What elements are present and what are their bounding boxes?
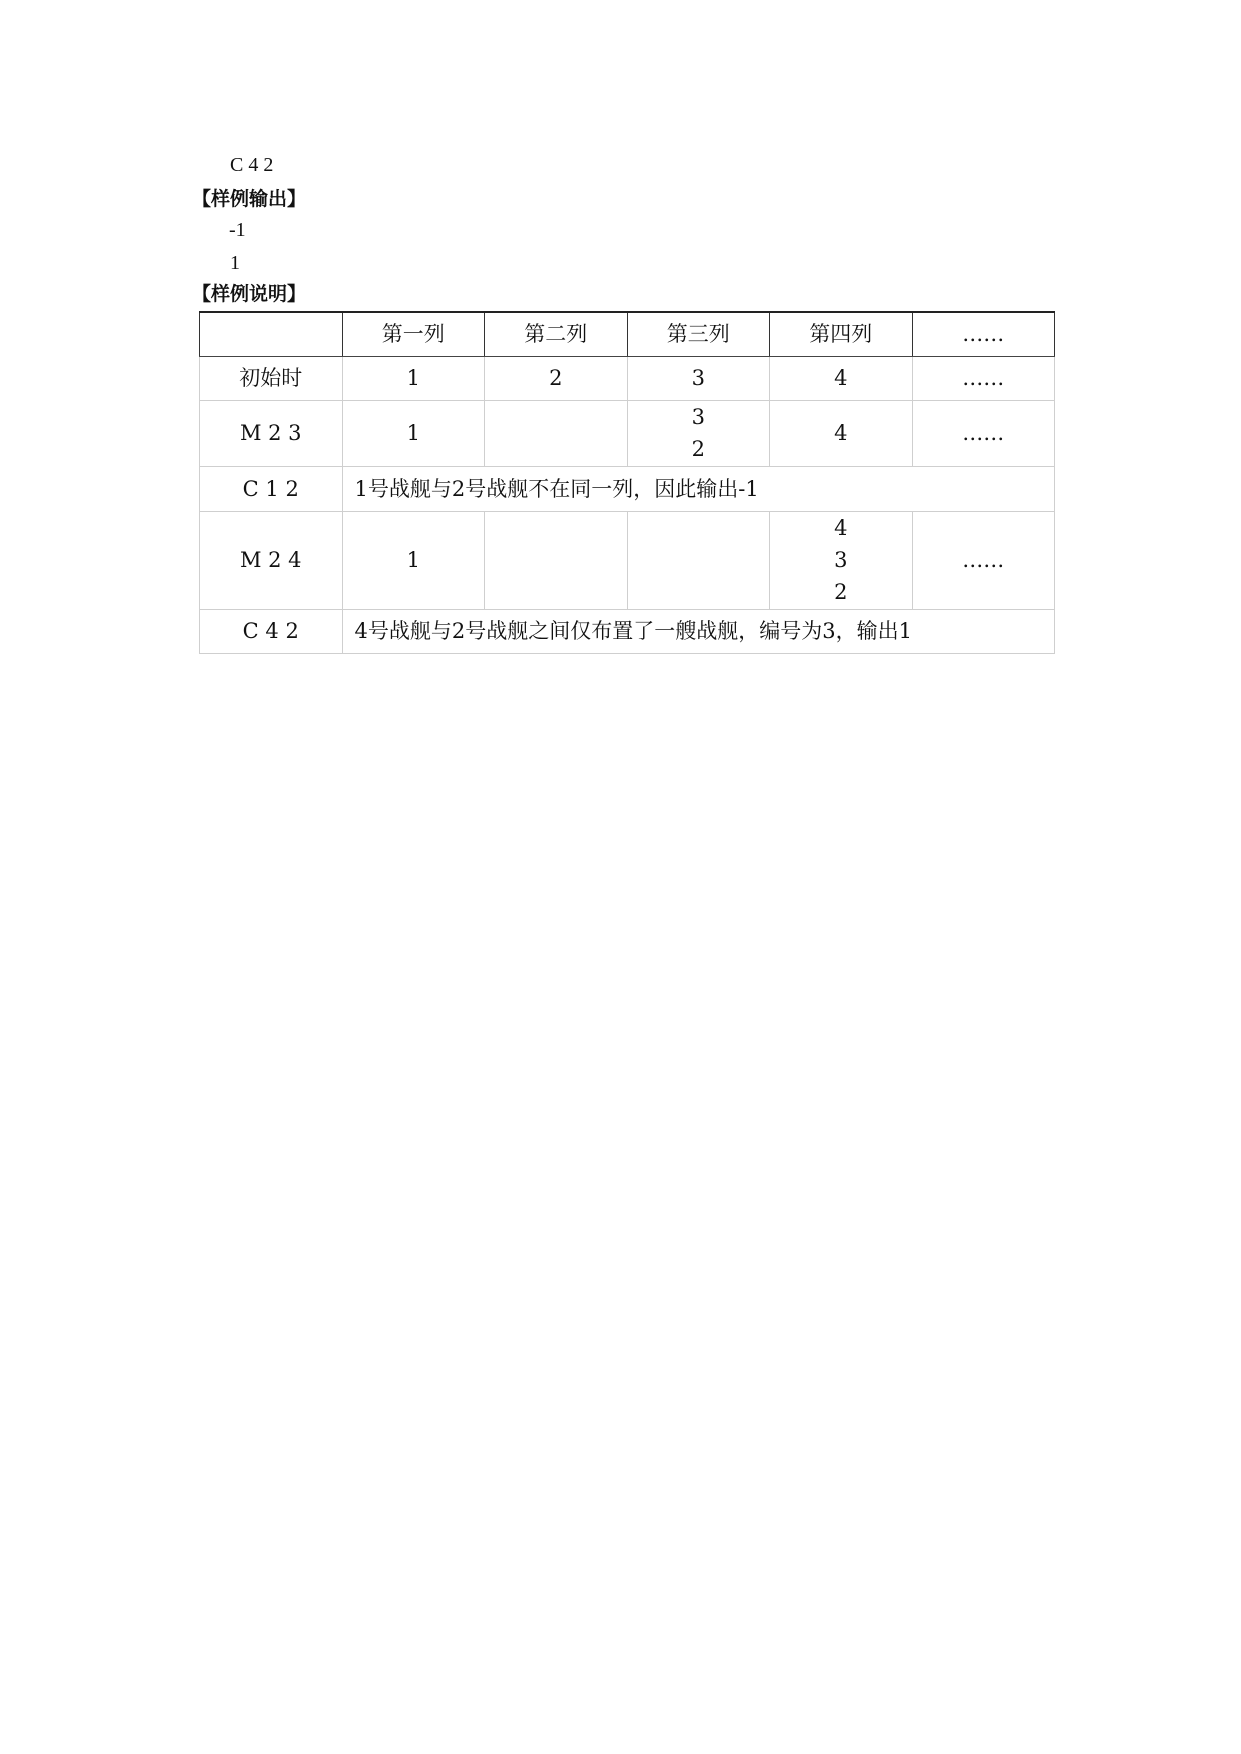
table-row	[200, 511, 1055, 609]
table-cell: 1	[342, 356, 485, 400]
table-cell: ……	[912, 511, 1055, 609]
table-row	[200, 609, 1055, 653]
header-cell: ……	[912, 312, 1055, 356]
output-line: 1	[230, 252, 240, 274]
stack-item: 2	[834, 580, 848, 604]
table-cell: 2	[485, 356, 628, 400]
table-cell	[485, 400, 628, 466]
table-header-row	[200, 312, 1055, 356]
table-cell: ……	[912, 356, 1055, 400]
table-cell: 4	[770, 400, 913, 466]
table-cell	[627, 400, 770, 466]
table-row	[200, 356, 1055, 400]
output-heading: 【样例输出】	[192, 188, 307, 210]
table-cell	[627, 511, 770, 609]
output-line: -1	[229, 219, 246, 241]
table-cell: 1	[342, 400, 485, 466]
table-cell: 1	[342, 511, 485, 609]
stack-item: 3	[691, 405, 705, 429]
row-label: C 1 2	[200, 466, 343, 511]
stack-item: 3	[834, 548, 848, 572]
stack-item: 4	[834, 516, 848, 540]
table-row	[200, 400, 1055, 466]
explain-heading: 【样例说明】	[192, 283, 307, 305]
table-cell: 4	[770, 356, 913, 400]
header-cell: 第四列	[770, 312, 913, 356]
table-cell	[770, 511, 913, 609]
row-label: C 4 2	[200, 609, 343, 653]
sample-explanation-table	[199, 311, 1055, 654]
row-label: M 2 4	[200, 511, 343, 609]
input-tail-line: C 4 2	[230, 154, 274, 176]
table-row	[200, 466, 1055, 511]
header-cell: 第二列	[485, 312, 628, 356]
row-note: 4号战舰与2号战舰之间仅布置了一艘战舰，编号为3，输出1	[342, 609, 1055, 653]
header-cell: 第一列	[342, 312, 485, 356]
row-label: M 2 3	[200, 400, 343, 466]
table-cell: 3	[627, 356, 770, 400]
table-cell: ……	[912, 400, 1055, 466]
header-cell: 第三列	[627, 312, 770, 356]
row-note: 1号战舰与2号战舰不在同一列，因此输出-1	[342, 466, 1055, 511]
stack-item: 2	[691, 437, 705, 461]
header-cell	[200, 312, 343, 356]
row-label: 初始时	[200, 356, 343, 400]
table-cell	[485, 511, 628, 609]
